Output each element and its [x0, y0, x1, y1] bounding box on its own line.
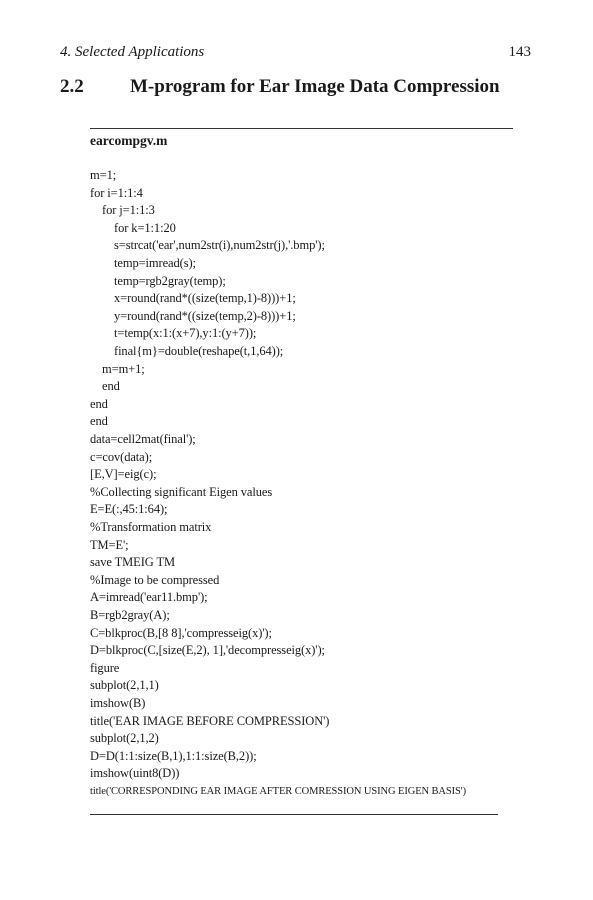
code-line: for k=1:1:20: [114, 220, 176, 235]
code-line: title('EAR IMAGE BEFORE COMPRESSION'): [90, 713, 330, 728]
code-line: end: [90, 414, 108, 429]
code-line: %Collecting significant Eigen values: [90, 484, 273, 499]
code-line: D=blkproc(C,[size(E,2), 1],'decompresseig(x)');: [90, 643, 325, 658]
code-line: B=rgb2gray(A);: [90, 608, 170, 622]
code-line: A=imread('ear11.bmp');: [90, 590, 208, 605]
program-file-name: earcompgv.m: [90, 133, 168, 148]
code-line: final{m}=double(reshape(t,1,64));: [114, 344, 284, 358]
code-line: s=strcat('ear',num2str(i),num2str(j),'.bmp');: [114, 238, 325, 253]
code-line: y=round(rand*((size(temp,2)-8)))+1;: [114, 308, 296, 323]
bottom-divider: [90, 814, 498, 815]
code-line: D=D(1:1:size(B,1),1:1:size(B,2));: [90, 748, 257, 763]
code-line: save TMEIG TM: [90, 555, 176, 570]
code-line: %Transformation matrix: [90, 520, 212, 534]
section-number: 2.2: [60, 76, 84, 97]
page-number: 143: [508, 44, 531, 60]
code-line: imshow(B): [90, 696, 146, 710]
code-line: TM=E';: [90, 537, 129, 552]
code-line: temp=imread(s);: [114, 256, 196, 270]
code-line: m=1;: [90, 168, 117, 182]
running-head: [60, 44, 531, 62]
code-line: t=temp(x:1:(x+7),y:1:(y+7));: [114, 326, 257, 341]
top-divider: [90, 128, 513, 129]
code-line: imshow(uint8(D)): [90, 766, 180, 781]
code-line: [E,V]=eig(c);: [90, 467, 157, 482]
code-line: E=E(:,45:1:64);: [90, 502, 168, 517]
code-line: temp=rgb2gray(temp);: [114, 273, 226, 288]
code-line: title('CORRESPONDING EAR IMAGE AFTER COMRESSION USING EIGEN BASIS'): [90, 786, 466, 797]
code-line: C=blkproc(B,[8 8],'compresseig(x)');: [90, 625, 272, 640]
code-line: for j=1:1:3: [102, 203, 155, 218]
chapter-title: 4. Selected Applications: [60, 44, 205, 60]
section-title: M-program for Ear Image Data Compression: [130, 76, 500, 97]
code-line: m=m+1;: [102, 361, 145, 376]
code-line: figure: [90, 660, 120, 675]
code-line: subplot(2,1,1): [90, 678, 159, 693]
code-line: subplot(2,1,2): [90, 731, 159, 746]
code-line: for i=1:1:4: [90, 185, 143, 200]
code-line: end: [102, 379, 120, 394]
code-line: c=cov(data);: [90, 449, 153, 464]
code-line: x=round(rand*((size(temp,1)-8)))+1;: [114, 291, 296, 306]
code-line: end: [90, 396, 108, 411]
code-line: data=cell2mat(final');: [90, 432, 196, 446]
code-line: %Image to be compressed: [90, 572, 220, 587]
